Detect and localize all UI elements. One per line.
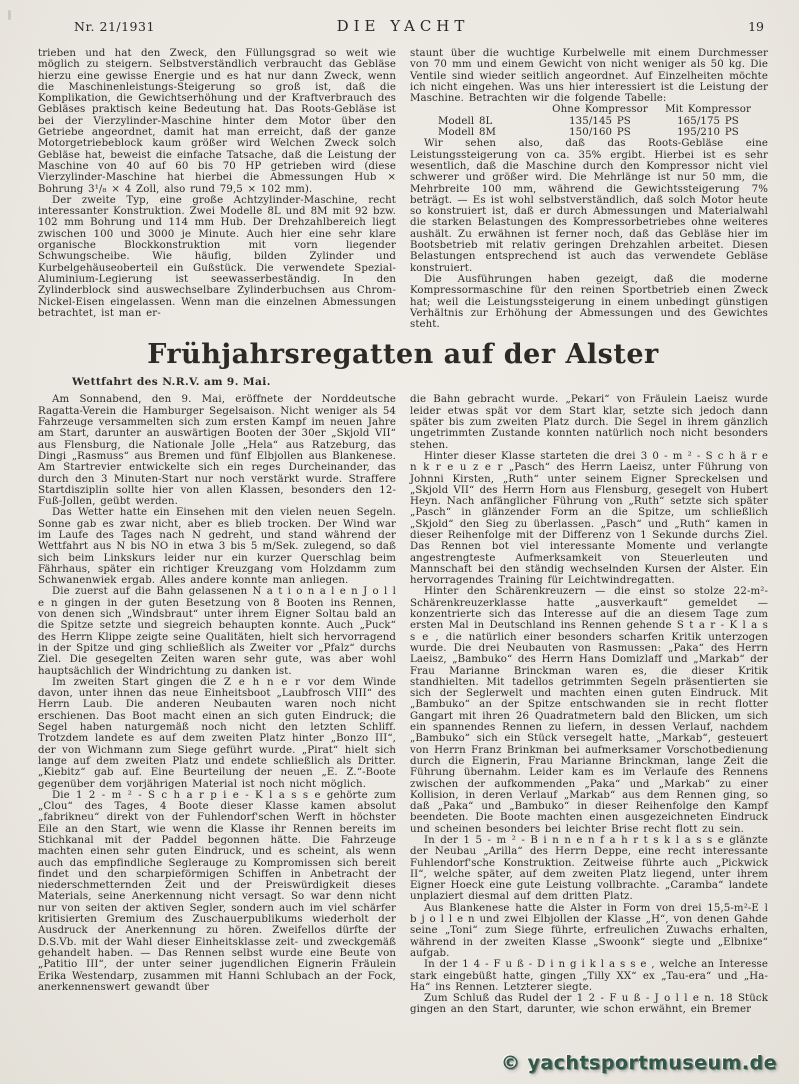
ps-without-compressor: 135/145 PS [569,115,631,127]
table-row [438,127,768,138]
magazine-page [38,14,768,1016]
paragraph: Die 1 2 - m ² - S c h a r p i e - K l a s s e gehörte zum „Clou“ des Tages, 4 Boote dieser Klasse kamen absolut „fabrikneu“ direkt von der Fuhlendorf'schen Werft in höchster Eile an den Start, wie wenn die Klasse ihr Rennen bereits im Stichkanal mit der Paddel begonnen hätte. Die Fahrzeuge machten einen sehr guten Eindruck, und es scheint, als wenn auch das empfindliche Seglerauge zu Kompromissen sich bereit findet und den scharpieförmigen Schiffen in Anbetracht der niederschmetternden Zeit und der Preiswürdigkeit dieses Materials, seine Anerkennung nicht versagt. So war denn nicht nur von seiten der aktiven Segler, sondern auch im viel schärfer kritisierten Gremium des Zuschauerpublikums wiederholt der Ausdruck der Anerkennung zu hören. Zweifellos dürfte der D.S.Vb. mit der Wahl dieser Einheitsklasse zeit- und zweckgemäß gehandelt haben. — Das Rennen selbst wurde eine Beute von „Patitio III“, der unter seiner jugendlichen Eignerin Fräulein Erika Westendarp, zusammen mit Hanni Schlubach an der Fock, anerkennenswert gewandt über [38,789,396,993]
power-table [438,104,768,138]
right-column [410,394,768,1015]
paragraph: Am Sonnabend, den 9. Mai, eröffnete der Norddeutsche Ragatta-Verein die Hamburger Segelsaison. Nicht weniger als 54 Fahrzeuge versammelten sich zum ersten Kampf im neuen Jahre am Start, darunter an auswärtigen Booten der 30er „Skjold VII“ aus Flensburg, die Nationale Jolle „Hela“ aus Ratzeburg, das Dingi „Rasmuss“ aus Bremen und fünf Elbjollen aus Blankenese. Am Startrevier entwickelte sich ein reges Durcheinander, das durch den 3 Minuten-Start nur noch verstärkt wurde. Straffere Startdisziplin sollte hier von allen Klassen, besonders den 12-Fuß-Jollen, geübt werden. [38,394,396,508]
engine-article [38,48,768,330]
paragraph: Hinter dieser Klasse starteten die drei 3 0 - m ² - S c h ä r e n k r e u z e r „Pasch“ des Herrn Laeisz, unter Führung von Johnni Kirsten, „Ruth“ unter seinem Eigner Spreckelsen und „Skjold VII“ des Herrn Horn aus Flensburg, gesegelt von Hubert Heyn. Nach anfänglicher Führung von „Ruth“ setzte sich später „Pasch“ in glänzender Form an die Spitze, um schließlich „Skjold“ den Sieg zu überlassen. „Pasch“ und „Ruth“ kamen in dieser Reihenfolge mit der Differenz von 1 Sekunde durchs Ziel. Das Rennen bot viel interessante Momente und verlangte angestrengteste Aufmerksamkeit von Steuerleuten und Mannschaft bei den ständig wechselnden Kursen der Alster. Ein hervorragendes Training für Leichtwindregatten. [410,450,768,587]
paragraph: Die Ausführungen haben gezeigt, daß die moderne Kompressormaschine für den reinen Sportbetrieb einen Zweck hat; weil die Leistungssteigerung in einem unbedingt günstigen Verhältnis zur Erhöhung der Abmessungen und des Gewichtes steht. [410,273,768,331]
masthead [38,14,768,40]
article-headline: Frühjahrsregatten auf der Alster [147,339,659,371]
page-number: 19 [748,19,764,34]
right-column [410,48,768,330]
paragraph: staunt über die wuchtige Kurbelwelle mit einem Durchmesser von 70 mm und einem Gewicht von nicht weniger als 50 kg. Die Ventile sind wieder seitlich angeordnet. Auf Einzelheiten möchte ich nicht eingehen. Was uns hier interessiert ist die Leistung der Maschine. Betrachten wir die folgende Tabelle: [410,48,768,105]
table-row [438,116,768,127]
watermark: © yachtsportmuseum.de [500,1052,777,1074]
paragraph: trieben und hat den Zweck, den Füllungsgrad so weit wie möglich zu steigern. Selbstverständlich verbraucht das Gebläse hierzu eine gewisse Energie und es hat nur dann Zweck, wenn die Maschinenleistungs-Steigerung so groß ist, daß die Komplikation, die Gewichtserhöhung und der Kraftverbrauch des Gebläses praktisch keine Bedeutung hat. Das Roots-Gebläse ist bei der Vierzylinder-Maschine hinter dem Motor über den Getriebe angeordnet, damit hat man erreicht, daß der ganze Motorgetriebeblock kaum größer wird Welchen Zweck solch Gebläse hat, beweist die einfache Tatsache, daß die Leistung der Maschine von 40 auf 60 bis 70 HP getrieben wird (diese Vierzylinder-Maschine hat hierbei die Abmessungen Hub × Bohrung 3¹/₈ × 4 Zoll, also rund 79,5 × 102 mm). [38,48,396,195]
regatta-article [38,394,768,1015]
model-name: Modell 8L [438,115,493,127]
column-header: Mit Kompressor [665,104,751,116]
paragraph: Aus Blankenese hatte die Alster in Form von drei 15,5-m²-E l b j o l l e n und zwei Elbjollen der Klasse „H“, von denen Gahde seine „Toni“ zum Siege führte, erfreulichen Zuwachs erhalten, während in der zweiten Klasse „Swoonk“ siegte und „Elbnixe“ aufgab. [410,902,768,959]
ps-with-compressor: 195/210 PS [677,127,739,139]
article-subheadline: Wettfahrt des N.R.V. am 9. Mai. [72,376,271,389]
paragraph: Die zuerst auf die Bahn gelassenen N a t i o n a l e n J o l l e n gingen in der guten Besetzung von 8 Booten ins Rennen, von denen sich „Windsbraut“ unter ihrem Eigner Soltau bald an die Spitze setzte und siegreich behaupten konnte. Auch „Puck“ des Herrn Klippe zeigte seine Qualitäten, hielt sich hervorragend in der Spitze und ging schließlich als Zweiter vor „Pfalz“ durchs Ziel. Die gesegelten Zeiten waren sehr gute, was aber wohl hauptsächlich der Windrichtung zu danken ist. [38,586,396,677]
paragraph: Der zweite Typ, eine große Achtzylinder-Maschine, recht interessanter Konstruktion. Zwei Modelle 8L und 8M mit 92 bzw. 102 mm Bohrung und 114 mm Hub. Der Drehzahlbereich liegt zwischen 100 und 3000 je Minute. Auch hier eine sehr klare organische Blockkonstruktion mit vorn liegender Schwungscheibe. Wie häufig, bilden Zylinder und Kurbelgehäuseoberteil ein Gußstück. Die verwendete Spezial-Aluminium-Legierung ist seewasserbeständig. In den Zylinderblock sind auswechselbare Zylinderbuchsen aus Chrom-Nickel-Eisen eingelassen. Wenn man die einzelnen Abmessungen betrachtet, ist man er- [38,194,396,319]
column-header: Ohne Kompressor [552,104,648,116]
paragraph: In der 1 5 - m ² - B i n n e n f a h r t s k l a s s e glänzte der Neubau „Arilla“ des Herrn Deppe, eine recht interessante Fuhlendorf'sche Konstruktion. Zeitweise führte auch „Pickwick II“, welche später, auf dem zweiten Platz liegend, unter ihrem Eigner Hoeck eine gute Leistung vollbrachte. „Caramba“ landete unplaziert diesmal auf dem dritten Platz. [410,835,768,903]
ps-without-compressor: 150/160 PS [569,127,631,139]
paragraph: Hinter den Schärenkreuzern — die einst so stolze 22-m²-Schärenkreuzerklasse hatte „ausverkauft“ gemeldet — konzentrierte sich das Interesse auf die an diesem Tage zum ersten Mal in Deutschland ins Rennen gehende S t a r - K l a s s e , die natürlich einer besonders scharfen Kritik unterzogen wurde. Die drei Neubauten von Rasmussen: „Paka“ des Herrn Laeisz, „Bambuko“ des Herrn Hans Domizlaff und „Markab“ der Frau Marianne Brinckman waren es, die dieser Kritik standhielten. Mit tadellos getrimmten Segeln präsentierten sie sich der Seglerwelt und machten einen guten Eindruck. Mit „Bambuko“ an der Spitze entschwanden sie in recht flotter Gangart mit ihren 26 Quadratmetern bald den Blicken, um sich ein spannendes Rennen zu liefern, in dessen Verlauf, nachdem „Bambuko“ sich ein Stück versegelt hatte, „Markab“, gesteuert von Herrn Franz Brinkman bei aufmerksamer Vorschotbedienung durch die Eignerin, Frau Marianne Brinckman, lange Zeit die Führung übernahm. Leider kam es im Verlaufe des Rennens zwischen der aufkommenden „Paka“ und „Markab“ zu einer Kollision, in deren Verlauf „Markab“ aus dem Rennen ging, so daß „Paka“ und „Bambuko“ in dieser Reihenfolge den Kampf beendeten. Die Boote machten einen ausgezeichneten Eindruck und scheinen besonders bei leichter Brise recht flott zu sein. [410,586,768,835]
paragraph: Wir sehen also, daß das Roots-Gebläse eine Leistungssteigerung von ca. 35% ergibt. Hierbei ist es sehr wesentlich, daß die Maschine durch den Kompressor nicht viel schwerer und größer wird. Die Mehrlänge ist nur 50 mm, die Mehrbreite 100 mm, während die Gewichtssteigerung 7% beträgt. — Es ist wohl selbstverständlich, daß solch Motor heute so konstruiert ist, daß er durch Abmessungen und Materialwahl die starken Belastungen des Kompressorbetriebes ohne weiteres aushält. Zu erwähnen ist ferner noch, daß das Gebläse hier im Bootsbetrieb mit relativ geringen Drehzahlen arbeitet. Diesen Belastungen entsprechend ist auch das verwendete Gebläse konstruiert. [410,138,768,274]
paragraph: Im zweiten Start gingen die Z e h n e r vor dem Winde davon, unter ihnen das neue Einheitsboot „Laubfrosch VIII“ des Herrn Laub. Die anderen Neubauten waren noch nicht erschienen. Das Boot macht einen an sich guten Eindruck; die Segel haben naturgemäß noch nicht den letzten Schliff. Trotzdem landete es auf dem zweiten Platz hinter „Bonzo III“, der von Wichmann zum Siege geführt wurde. „Pirat“ hielt sich lange auf dem zweiten Platz und endete schließlich als Dritter. „Kiebitz“ gab auf. Eine Beurteilung der neuen „E. Z.“-Boote gegenüber dem vorjährigen Material ist noch nicht möglich. [38,676,396,790]
paragraph: Das Wetter hatte ein Einsehen mit den vielen neuen Segeln. Sonne gab es zwar nicht, aber es blieb trocken. Der Wind war im Laufe des Tages nach N gedreht, und stand während der Wettfahrt aus N bis NO in etwa 3 bis 5 m/Sek. zulegend, so daß sich beim Linkskurs leider nur ein kurzer Querschlag beim Fährhaus, später ein richtiger Kreuzgang vom Holzdamm zum Schwanenwiek ergab. Alles andere konnte man anliegen. [38,507,396,587]
table-header-row [438,104,768,115]
paragraph: die Bahn gebracht wurde. „Pekari“ von Fräulein Laeisz wurde leider etwas spät vor dem Start klar, setzte sich jedoch dann später bis zum zweiten Platz durch. Die Segel in ihrem gänzlich ungetrimmten Zustande konnten natürlich noch nicht besonders stehen. [410,394,768,451]
paragraph: In der 1 4 - F u ß - D i n g i k l a s s e , welche an Interesse stark eingebüßt hatte, gingen „Tilly XX“ ex „Tau-era“ und „Ha-Ha“ ins Rennen. Letzterer siegte. [410,959,768,993]
model-name: Modell 8M [438,127,497,139]
paragraph: Zum Schluß das Rudel der 1 2 - F u ß - J o l l e n. 18 Stück gingen an den Start, darunter, wie schon erwähnt, ein Bremer [410,993,768,1016]
left-column [38,394,396,1015]
issue-number: Nr. 21/1931 [74,19,155,34]
ps-with-compressor: 165/175 PS [677,115,739,127]
magazine-title: DIE YACHT [336,17,470,35]
left-column [38,48,396,330]
scan-artifact [8,10,11,20]
